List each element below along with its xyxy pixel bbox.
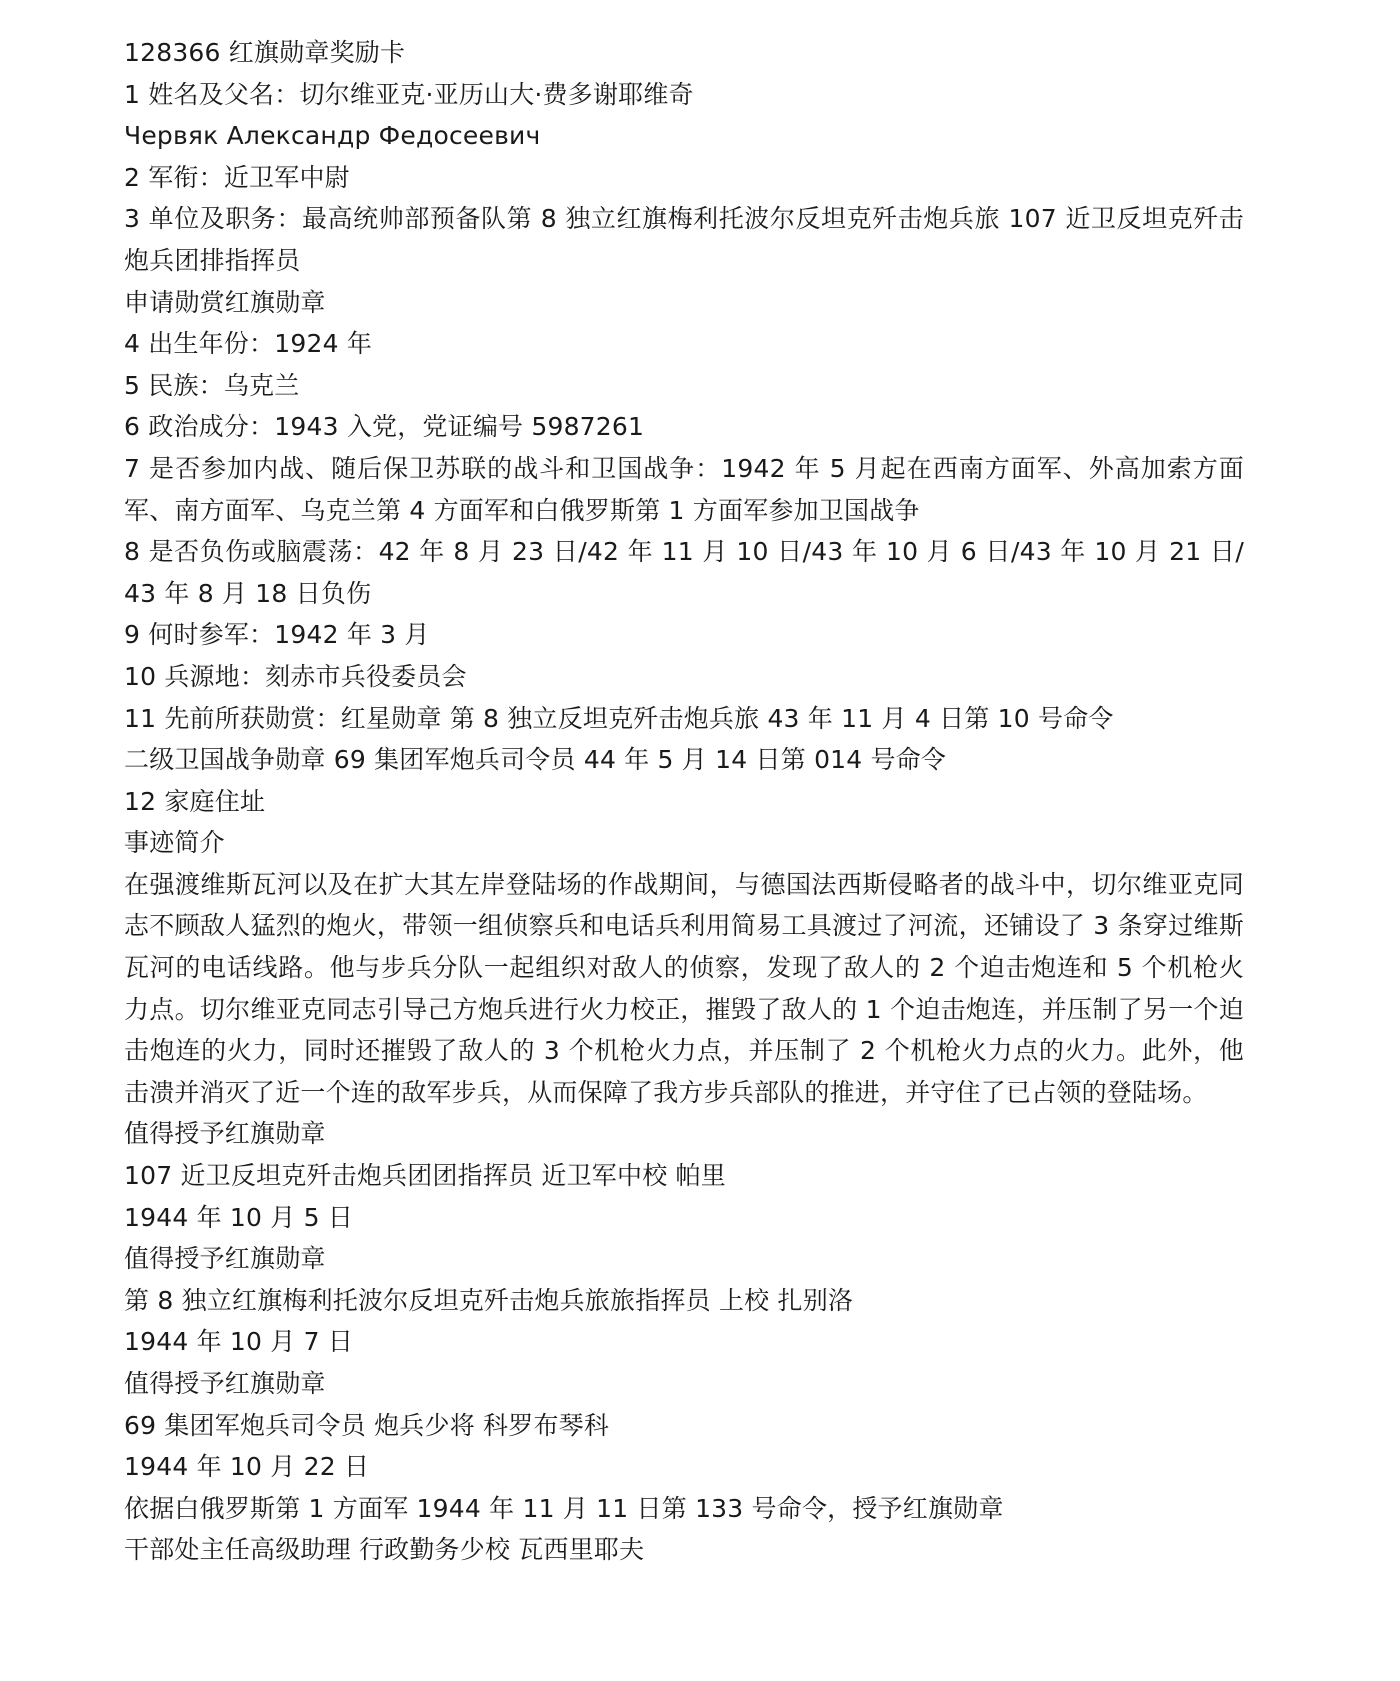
award-order: 依据白俄罗斯第 1 方面军 1944 年 11 月 11 日第 133 号命令，授予红旗勋章 (124, 1493, 1004, 1523)
signatory-3: 69 集团军炮兵司令员 炮兵少将 科罗布琴科 (124, 1410, 610, 1440)
date-1: 1944 年 10 月 5 日 (124, 1202, 354, 1232)
home-address-field: 12 家庭住址 (124, 786, 266, 816)
war-participation-field: 7 是否参加内战、随后保卫苏联的战斗和卫国战争：1942 年 5 月起在西南方面军、外高加索方面军、南方面军、乌克兰第 4 方面军和白俄罗斯第 1 方面军参加卫国战争 (124, 453, 1244, 525)
previous-awards-second: 二级卫国战争勋章 69 集团军炮兵司令员 44 年 5 月 14 日第 014 号命令 (124, 745, 947, 775)
recommendation-3: 值得授予红旗勋章 (124, 1369, 326, 1398)
date-2: 1944 年 10 月 7 日 (124, 1327, 354, 1357)
signatory-1: 107 近卫反坦克歼击炮兵团团指挥员 近卫军中校 帕里 (124, 1161, 726, 1191)
enlistment-date-field: 9 何时参军：1942 年 3 月 (124, 620, 430, 650)
deeds-heading: 事迹简介 (124, 828, 225, 858)
recruitment-office-field: 10 兵源地：刻赤市兵役委员会 (124, 661, 467, 691)
award-request-heading: 申请勋赏红旗勋章 (124, 287, 326, 317)
unit-position-field: 3 单位及职务：最高统帅部预备队第 8 独立红旗梅利托波尔反坦克歼击炮兵旅 107 近卫反坦克歼击炮兵团排指挥员 (124, 204, 1244, 275)
nationality-field: 5 民族：乌克兰 (124, 370, 300, 400)
birth-year-field: 4 出生年份：1924 年 (124, 329, 373, 359)
signatory-2: 第 8 独立红旗梅利托波尔反坦克歼击炮兵旅旅指挥员 上校 扎别洛 (124, 1285, 854, 1315)
award-card-document (124, 32, 1244, 1571)
rank-field: 2 军衔：近卫军中尉 (124, 162, 350, 192)
recommendation-2: 值得授予红旗勋章 (124, 1244, 326, 1274)
card-title: 128366 红旗勋章奖励卡 (124, 38, 406, 67)
date-3: 1944 年 10 月 22 日 (124, 1452, 370, 1482)
deeds-paragraph: 在强渡维斯瓦河以及在扩大其左岸登陆场的作战期间，与德国法西斯侵略者的战斗中，切尔维亚克同志不顾敌人猛烈的炮火，带领一组侦察兵和电话兵利用简易工具渡过了河流，还铺设了 3 条穿过维斯瓦河的电话线路。他与步兵分队一起组织对敌人的侦察，发现了敌人的 2 个迫击炮连和 5 个机枪火力点。切尔维亚克同志引导己方炮兵进行火力校正，摧毁了敌人的 1 个迫击炮连，并压制了另一个迫击炮连的火力，同时还摧毁了敌人的 3 个机枪火力点，并压制了 2 个机枪火力点的火力。此外，他击溃并消灭了近一个连的敌军步兵，从而保障了我方步兵部队的推进，并守住了已占领的登陆场。 (124, 869, 1244, 1107)
previous-awards-field: 11 先前所获勋赏：红星勋章 第 8 独立反坦克歼击炮兵旅 43 年 11 月 4 日第 10 号命令 (124, 703, 1114, 733)
certifying-officer: 干部处主任高级助理 行政勤务少校 瓦西里耶夫 (124, 1535, 645, 1565)
name-field: 1 姓名及父名：切尔维亚克·亚历山大·费多谢耶维奇 (124, 79, 694, 109)
name-russian: Червяк Александр Федосеевич (124, 121, 541, 151)
wounds-field: 8 是否负伤或脑震荡：42 年 8 月 23 日/42 年 11 月 10 日/43 年 10 月 6 日/43 年 10 月 21 日/43 年 8 月 18 日负伤 (124, 537, 1244, 608)
recommendation-1: 值得授予红旗勋章 (124, 1119, 326, 1149)
party-membership-field: 6 政治成分：1943 入党，党证编号 5987261 (124, 412, 645, 442)
